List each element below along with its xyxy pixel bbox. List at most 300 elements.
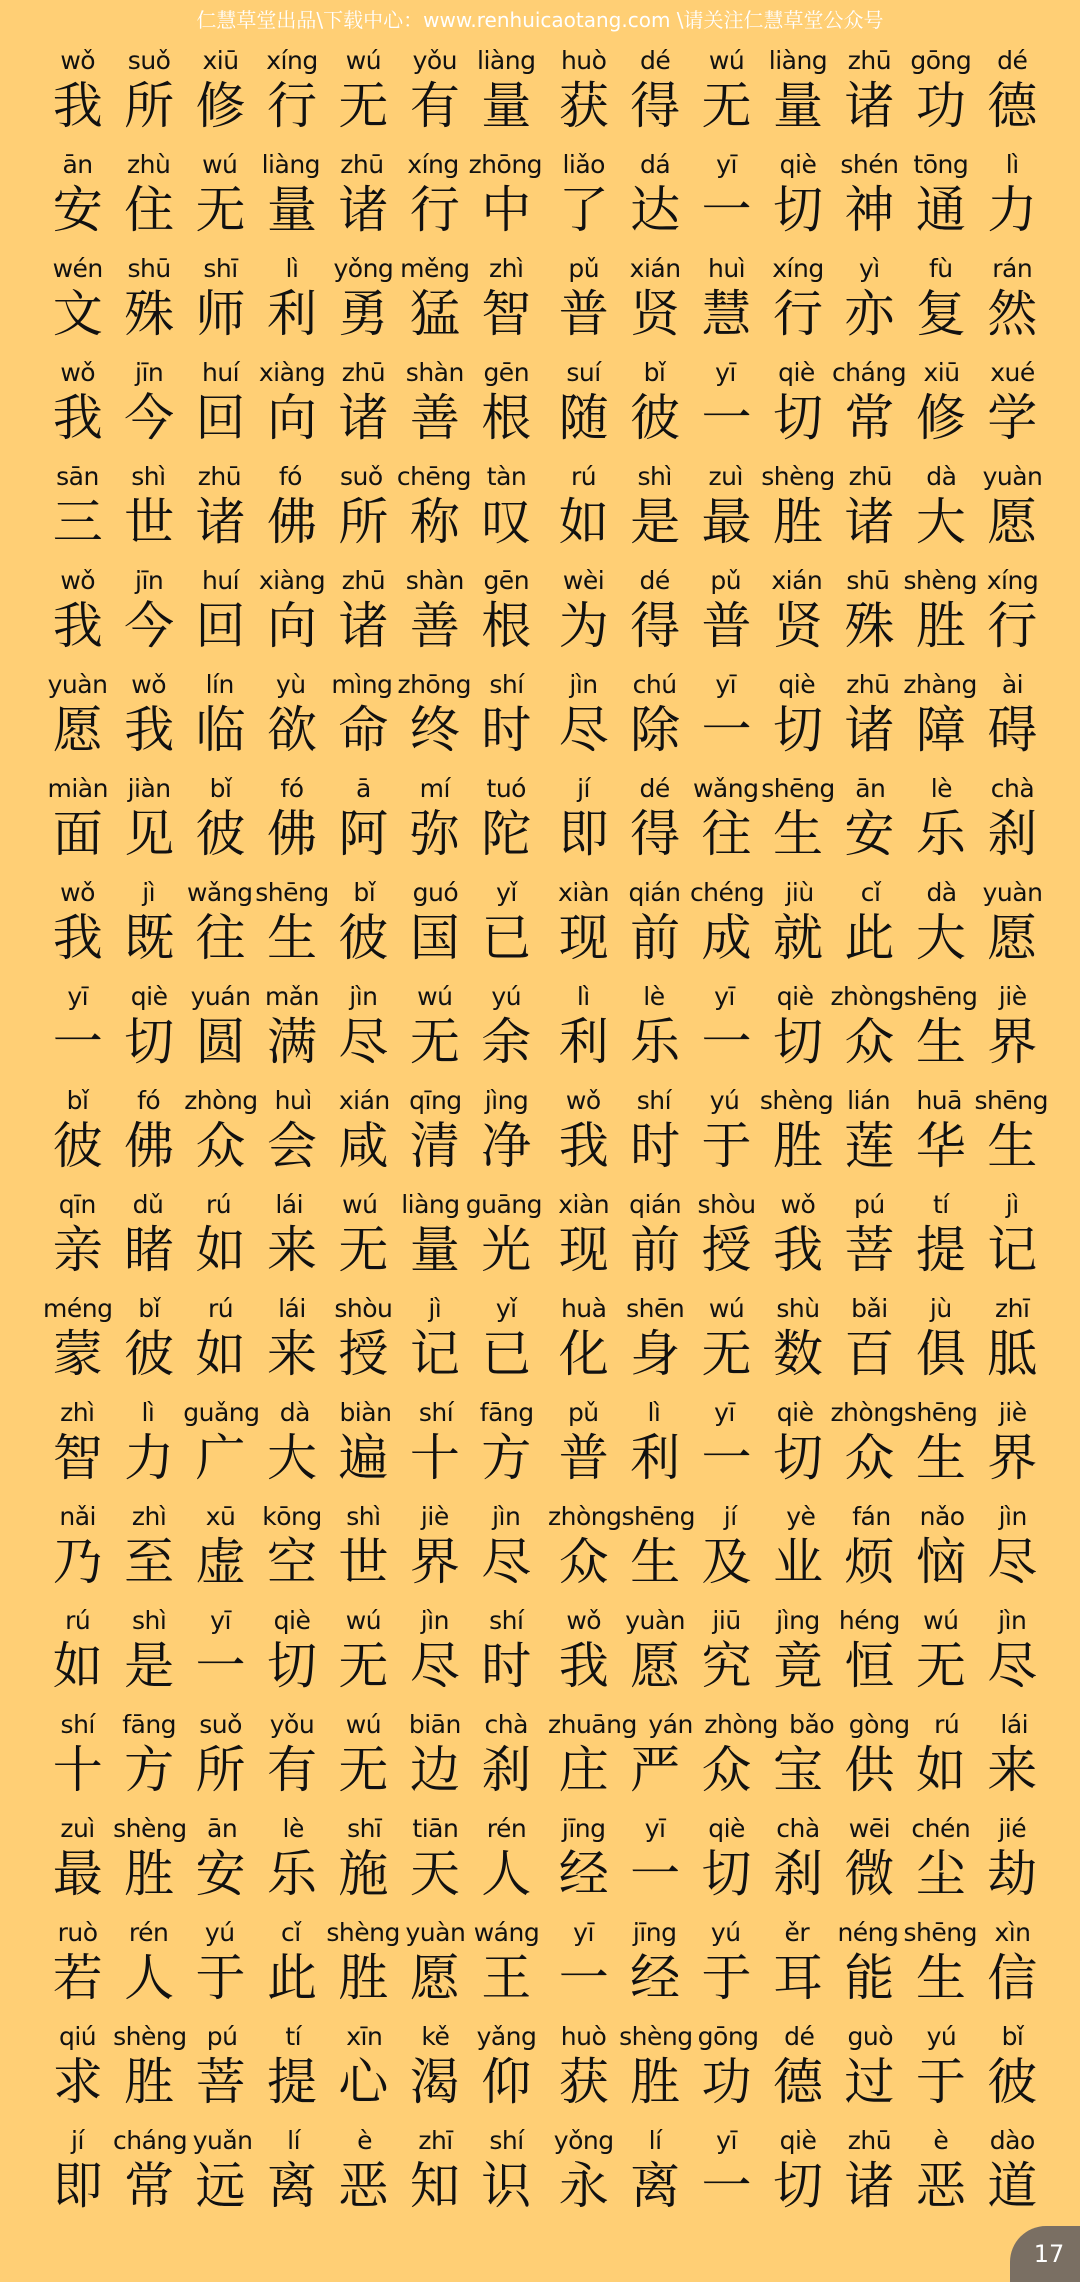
pinyin-row	[42, 352, 542, 388]
pinyin-syllable: shī	[203, 254, 238, 283]
hanzi-character: 了	[558, 181, 609, 239]
hanzi-character: 命	[338, 701, 389, 759]
hanzi-character: 功	[915, 77, 966, 135]
hanzi-character: 获	[558, 2053, 609, 2111]
pinyin-syllable: yǐ	[496, 878, 517, 907]
hanzi-character: 胜	[124, 1845, 175, 1903]
pinyin-row	[42, 1392, 542, 1428]
hanzi-row	[548, 492, 1048, 552]
hanzi-character: 为	[558, 597, 609, 655]
pinyin-syllable: pǔ	[567, 1398, 599, 1427]
hanzi-row	[42, 2052, 542, 2112]
hanzi-character: 尽	[558, 701, 609, 759]
verse-line	[42, 2016, 542, 2120]
pinyin-syllable: tōng	[913, 150, 969, 179]
page-header: 仁慧草堂出品\下载中心：www.renhuicaotang.com \请关注仁慧草堂公众号	[196, 8, 884, 32]
pinyin-syllable: ěr	[784, 1918, 810, 1947]
pinyin-syllable: shēn	[626, 1294, 685, 1323]
hanzi-character: 胝	[987, 1325, 1038, 1383]
hanzi-character: 诸	[338, 181, 389, 239]
hanzi-character: 胜	[630, 2053, 681, 2111]
pinyin-row	[42, 144, 542, 180]
hanzi-character: 边	[409, 1741, 460, 1799]
pinyin-syllable: yǒu	[269, 1710, 315, 1739]
pinyin-syllable: pǔ	[568, 254, 600, 283]
verse-line	[42, 40, 542, 144]
hanzi-row	[42, 492, 542, 552]
pinyin-syllable: è	[357, 2126, 373, 2155]
hanzi-character: 前	[630, 1221, 681, 1279]
hanzi-row	[548, 1116, 1048, 1176]
hanzi-character: 我	[52, 909, 103, 967]
hanzi-character: 切	[772, 389, 823, 447]
pinyin-syllable: jìn	[998, 1606, 1027, 1635]
hanzi-row	[42, 1324, 542, 1384]
pinyin-row	[42, 1288, 542, 1324]
hanzi-character: 力	[124, 1429, 175, 1487]
hanzi-character: 叹	[481, 493, 532, 551]
verse-line	[42, 248, 542, 352]
hanzi-character: 蒙	[52, 1325, 103, 1383]
hanzi-character: 众	[701, 1741, 752, 1799]
hanzi-character: 清	[409, 1117, 460, 1175]
pinyin-row	[548, 1912, 1048, 1948]
pinyin-syllable: shēng	[621, 1502, 695, 1531]
hanzi-character: 时	[481, 1637, 532, 1695]
hanzi-character: 于	[701, 1949, 752, 2007]
hanzi-character: 净	[481, 1117, 532, 1175]
hanzi-character: 经	[558, 1845, 609, 1903]
pinyin-syllable: ān	[207, 1814, 238, 1843]
pinyin-row	[42, 456, 542, 492]
pinyin-syllable: yī	[210, 1606, 231, 1635]
pinyin-syllable: dà	[926, 878, 957, 907]
hanzi-character: 诸	[844, 701, 895, 759]
pinyin-row	[42, 1912, 542, 1948]
pinyin-syllable: miàn	[47, 774, 108, 803]
pinyin-syllable: rú	[934, 1710, 960, 1739]
pinyin-row	[42, 1080, 542, 1116]
pinyin-syllable: wú	[923, 1606, 959, 1635]
hanzi-character: 国	[409, 909, 460, 967]
hanzi-character: 向	[266, 597, 317, 655]
hanzi-character: 胜	[772, 493, 823, 551]
pinyin-syllable: yú	[710, 1918, 741, 1947]
pinyin-syllable: rán	[992, 254, 1033, 283]
hanzi-character: 达	[630, 181, 681, 239]
pinyin-syllable: shàn	[405, 566, 464, 595]
hanzi-character: 阿	[338, 805, 389, 863]
pinyin-syllable: chú	[632, 670, 677, 699]
hanzi-character: 离	[266, 2157, 317, 2215]
pinyin-syllable: ān	[855, 774, 886, 803]
hanzi-character: 尽	[987, 1533, 1038, 1591]
pinyin-syllable: wú	[345, 1710, 382, 1739]
pinyin-syllable: chà	[484, 1710, 528, 1739]
hanzi-character: 是	[630, 493, 681, 551]
pinyin-syllable: bǐ	[66, 1086, 89, 1115]
pinyin-syllable: zhī	[418, 2126, 453, 2155]
hanzi-character: 提	[266, 2053, 317, 2111]
hanzi-character: 前	[630, 909, 681, 967]
hanzi-character: 回	[195, 597, 246, 655]
pinyin-syllable: xiū	[923, 358, 960, 387]
pinyin-syllable: liàng	[768, 46, 828, 75]
hanzi-character: 恶	[338, 2157, 389, 2215]
hanzi-character: 行	[409, 181, 460, 239]
pinyin-syllable: shí	[489, 2126, 524, 2155]
verse-line	[42, 560, 542, 664]
pinyin-syllable: è	[933, 2126, 949, 2155]
pinyin-syllable: ruò	[57, 1918, 98, 1947]
hanzi-character: 所	[338, 493, 389, 551]
hanzi-character: 竟	[772, 1637, 823, 1695]
pinyin-row	[548, 768, 1048, 804]
hanzi-character: 学	[987, 389, 1038, 447]
pinyin-row	[548, 1392, 1048, 1428]
hanzi-character: 化	[558, 1325, 609, 1383]
hanzi-row	[42, 1532, 542, 1592]
hanzi-row	[548, 388, 1048, 448]
hanzi-character: 识	[481, 2157, 532, 2215]
pinyin-syllable: sān	[56, 462, 99, 491]
pinyin-syllable: zhī	[995, 1294, 1030, 1323]
pinyin-row	[42, 2120, 542, 2156]
hanzi-character: 世	[338, 1533, 389, 1591]
hanzi-character: 一	[701, 2157, 752, 2215]
hanzi-row	[548, 284, 1048, 344]
pinyin-syllable: jìn	[998, 1502, 1027, 1531]
verse-line	[42, 664, 542, 768]
hanzi-character: 既	[124, 909, 175, 967]
hanzi-character: 最	[52, 1845, 103, 1903]
pinyin-syllable: dé	[639, 566, 670, 595]
hanzi-character: 时	[630, 1117, 681, 1175]
pinyin-syllable: jù	[929, 1294, 952, 1323]
hanzi-character: 授	[338, 1325, 389, 1383]
pinyin-row	[42, 560, 542, 596]
hanzi-character: 诸	[844, 493, 895, 551]
hanzi-character: 常	[844, 389, 895, 447]
pinyin-syllable: bǎi	[851, 1294, 888, 1323]
verse-line	[42, 1600, 542, 1704]
verse-line	[42, 1912, 542, 2016]
pinyin-syllable: ài	[1001, 670, 1024, 699]
hanzi-character: 微	[844, 1845, 895, 1903]
pinyin-syllable: zhū	[847, 2126, 892, 2155]
hanzi-character: 我	[52, 597, 103, 655]
pinyin-syllable: bǐ	[209, 774, 232, 803]
pinyin-syllable: lì	[1005, 150, 1019, 179]
hanzi-character: 恼	[915, 1533, 966, 1591]
pinyin-syllable: xíng	[772, 254, 824, 283]
pinyin-syllable: xián	[338, 1086, 390, 1115]
hanzi-character: 弥	[409, 805, 460, 863]
hanzi-character: 利	[558, 1013, 609, 1071]
hanzi-character: 人	[481, 1845, 532, 1903]
hanzi-character: 安	[844, 805, 895, 863]
hanzi-character: 根	[481, 597, 532, 655]
hanzi-character: 量	[772, 77, 823, 135]
hanzi-character: 数	[772, 1325, 823, 1383]
pinyin-syllable: shēng	[255, 878, 329, 907]
hanzi-character: 施	[338, 1845, 389, 1903]
pinyin-syllable: qiè	[779, 2126, 817, 2155]
hanzi-character: 临	[195, 701, 246, 759]
hanzi-character: 得	[630, 77, 681, 135]
pinyin-syllable: huì	[274, 1086, 312, 1115]
pinyin-syllable: jìng	[484, 1086, 529, 1115]
pinyin-syllable: qiè	[778, 358, 815, 387]
pinyin-syllable: xiàn	[558, 1190, 610, 1219]
hanzi-character: 界	[987, 1013, 1038, 1071]
pinyin-syllable: wú	[417, 982, 453, 1011]
verse-line	[548, 872, 1048, 976]
hanzi-character: 业	[772, 1533, 823, 1591]
hanzi-character: 愿	[630, 1637, 681, 1695]
hanzi-character: 方	[481, 1429, 532, 1487]
hanzi-character: 来	[266, 1221, 317, 1279]
pinyin-syllable: xiàng	[258, 358, 326, 387]
verse-line	[548, 1496, 1048, 1600]
pinyin-syllable: shèng	[759, 1086, 834, 1115]
pinyin-row	[548, 1080, 1048, 1116]
pinyin-syllable: yuán	[190, 982, 251, 1011]
hanzi-character: 常	[124, 2157, 175, 2215]
hanzi-character: 若	[52, 1949, 103, 2007]
hanzi-character: 生	[987, 1117, 1038, 1175]
hanzi-character: 诸	[338, 597, 389, 655]
hanzi-character: 往	[195, 909, 246, 967]
pinyin-syllable: dé	[997, 46, 1028, 75]
pinyin-syllable: dà	[279, 1398, 310, 1427]
hanzi-character: 光	[481, 1221, 532, 1279]
pinyin-syllable: cǐ	[860, 878, 881, 907]
pinyin-syllable: liàng	[401, 1190, 460, 1219]
pinyin-syllable: jìn	[420, 1606, 449, 1635]
hanzi-character: 尽	[987, 1637, 1038, 1695]
hanzi-character: 无	[409, 1013, 460, 1071]
pinyin-syllable: fó	[278, 462, 302, 491]
pinyin-syllable: bǐ	[353, 878, 376, 907]
pinyin-syllable: shì	[131, 1606, 167, 1635]
hanzi-character: 刹	[481, 1741, 532, 1799]
hanzi-character: 贤	[772, 597, 823, 655]
pinyin-syllable: huí	[201, 358, 240, 387]
hanzi-character: 乐	[266, 1845, 317, 1903]
hanzi-character: 如	[558, 493, 609, 551]
pinyin-syllable: yuàn	[405, 1918, 466, 1947]
pinyin-syllable: shí	[489, 670, 524, 699]
pinyin-row	[42, 40, 542, 76]
pinyin-syllable: shèng	[761, 462, 835, 491]
pinyin-syllable: jiè	[998, 1398, 1027, 1427]
pinyin-syllable: yī	[67, 982, 89, 1011]
pinyin-syllable: shù	[776, 1294, 820, 1323]
pinyin-syllable: jí	[577, 774, 590, 803]
pinyin-syllable: mìng	[331, 670, 393, 699]
pinyin-syllable: lí	[287, 2126, 301, 2155]
hanzi-character: 菩	[195, 2053, 246, 2111]
hanzi-character: 我	[558, 1637, 609, 1695]
pinyin-syllable: jiè	[998, 982, 1027, 1011]
pinyin-syllable: xíng	[986, 566, 1039, 595]
pinyin-syllable: zhū	[197, 462, 242, 491]
hanzi-character: 量	[481, 77, 532, 135]
pinyin-syllable: cháng	[112, 2126, 188, 2155]
hanzi-character: 有	[266, 1741, 317, 1799]
pinyin-syllable: gēn	[483, 358, 530, 387]
pinyin-syllable: wèi	[562, 566, 605, 595]
pinyin-syllable: lái	[278, 1294, 306, 1323]
pinyin-row	[548, 1184, 1048, 1220]
pinyin-syllable: wú	[708, 1294, 745, 1323]
hanzi-row	[548, 1844, 1048, 1904]
hanzi-character: 修	[195, 77, 246, 135]
hanzi-character: 神	[844, 181, 895, 239]
pinyin-syllable: lè	[930, 774, 953, 803]
hanzi-character: 咸	[338, 1117, 389, 1175]
hanzi-row	[42, 1220, 542, 1280]
hanzi-character: 遍	[338, 1429, 389, 1487]
hanzi-character: 切	[124, 1013, 175, 1071]
verse-line	[548, 40, 1048, 144]
pinyin-syllable: jīn	[135, 566, 164, 595]
hanzi-character: 成	[701, 909, 752, 967]
hanzi-row	[548, 1740, 1048, 1800]
verse-line	[42, 1704, 542, 1808]
pinyin-syllable: wú	[345, 46, 382, 75]
hanzi-character: 行	[987, 597, 1038, 655]
hanzi-character: 宝	[772, 1741, 823, 1799]
hanzi-character: 一	[701, 701, 752, 759]
hanzi-character: 永	[558, 2157, 609, 2215]
hanzi-character: 身	[630, 1325, 681, 1383]
hanzi-character: 我	[124, 701, 175, 759]
pinyin-syllable: shòu	[697, 1190, 756, 1219]
hanzi-row	[548, 1532, 1048, 1592]
pinyin-row	[548, 1496, 1048, 1532]
pinyin-syllable: jìn	[349, 982, 378, 1011]
pinyin-row	[548, 560, 1048, 596]
hanzi-character: 一	[701, 1429, 752, 1487]
hanzi-row	[548, 596, 1048, 656]
pinyin-syllable: lì	[141, 1398, 155, 1427]
pinyin-syllable: lì	[285, 254, 299, 283]
hanzi-character: 庄	[558, 1741, 609, 1799]
hanzi-character: 切	[266, 1637, 317, 1695]
pinyin-syllable: yuàn	[982, 878, 1043, 907]
hanzi-character: 道	[987, 2157, 1038, 2215]
pinyin-syllable: huà	[560, 1294, 607, 1323]
pinyin-syllable: zuì	[708, 462, 743, 491]
hanzi-character: 复	[915, 285, 966, 343]
pinyin-syllable: guó	[412, 878, 459, 907]
pinyin-syllable: xíng	[266, 46, 318, 75]
hanzi-row	[42, 388, 542, 448]
pinyin-syllable: zhū	[846, 670, 890, 699]
pinyin-syllable: wǒ	[60, 358, 96, 387]
hanzi-character: 彼	[987, 2053, 1038, 2111]
hanzi-character: 德	[772, 2053, 823, 2111]
pinyin-syllable: méng	[42, 1294, 113, 1323]
pinyin-syllable: yán	[648, 1710, 693, 1739]
pinyin-row	[548, 976, 1048, 1012]
hanzi-character: 大	[915, 493, 966, 551]
hanzi-character: 界	[987, 1429, 1038, 1487]
verse-line	[42, 144, 542, 248]
pinyin-syllable: yǒng	[553, 2126, 614, 2155]
pinyin-syllable: héng	[838, 1606, 900, 1635]
hanzi-character: 通	[915, 181, 966, 239]
pinyin-syllable: néng	[837, 1918, 899, 1947]
pinyin-row	[548, 352, 1048, 388]
hanzi-character: 我	[558, 1117, 609, 1175]
pinyin-syllable: fán	[852, 1502, 891, 1531]
hanzi-character: 提	[915, 1221, 966, 1279]
hanzi-character: 最	[701, 493, 752, 551]
pinyin-syllable: ān	[62, 150, 93, 179]
pinyin-syllable: huí	[201, 566, 240, 595]
pinyin-syllable: shī	[347, 1814, 382, 1843]
hanzi-character: 众	[844, 1013, 895, 1071]
pinyin-syllable: chà	[776, 1814, 820, 1843]
pinyin-syllable: rú	[206, 1190, 232, 1219]
hanzi-character: 即	[558, 805, 609, 863]
verse-line	[42, 1496, 542, 1600]
pinyin-syllable: gēn	[483, 566, 530, 595]
hanzi-character: 百	[844, 1325, 895, 1383]
hanzi-character: 满	[266, 1013, 317, 1071]
pinyin-syllable: wǎng	[692, 774, 759, 803]
pinyin-syllable: shèng	[113, 2022, 187, 2051]
pinyin-syllable: yī	[573, 1918, 594, 1947]
hanzi-character: 住	[124, 181, 175, 239]
pinyin-syllable: shì	[131, 462, 166, 491]
pinyin-row	[42, 2016, 542, 2052]
hanzi-row	[548, 1948, 1048, 2008]
hanzi-character: 利	[630, 1429, 681, 1487]
hanzi-character: 亦	[844, 285, 895, 343]
pinyin-syllable: dá	[640, 150, 671, 179]
pinyin-syllable: shí	[60, 1710, 95, 1739]
hanzi-character: 碍	[987, 701, 1038, 759]
pinyin-syllable: zhòng	[184, 1086, 258, 1115]
hanzi-character: 切	[772, 181, 823, 239]
pinyin-syllable: bǎo	[789, 1710, 835, 1739]
hanzi-character: 现	[558, 909, 609, 967]
hanzi-character: 彼	[52, 1117, 103, 1175]
pinyin-syllable: shèng	[619, 2022, 693, 2051]
hanzi-character: 今	[124, 389, 175, 447]
pinyin-row	[548, 872, 1048, 908]
hanzi-character: 一	[701, 389, 752, 447]
hanzi-character: 得	[630, 805, 681, 863]
hanzi-character: 如	[52, 1637, 103, 1695]
pinyin-syllable: jí	[71, 2126, 84, 2155]
pinyin-syllable: yǒu	[412, 46, 458, 75]
pinyin-syllable: zhòng	[548, 1502, 622, 1531]
pinyin-syllable: yī	[714, 1398, 735, 1427]
pinyin-syllable: wú	[342, 1190, 378, 1219]
hanzi-character: 佛	[124, 1117, 175, 1175]
hanzi-character: 华	[915, 1117, 966, 1175]
hanzi-character: 此	[844, 909, 895, 967]
hanzi-row	[42, 1844, 542, 1904]
hanzi-character: 严	[630, 1741, 681, 1799]
hanzi-character: 是	[124, 1637, 175, 1695]
hanzi-row	[548, 1324, 1048, 1384]
